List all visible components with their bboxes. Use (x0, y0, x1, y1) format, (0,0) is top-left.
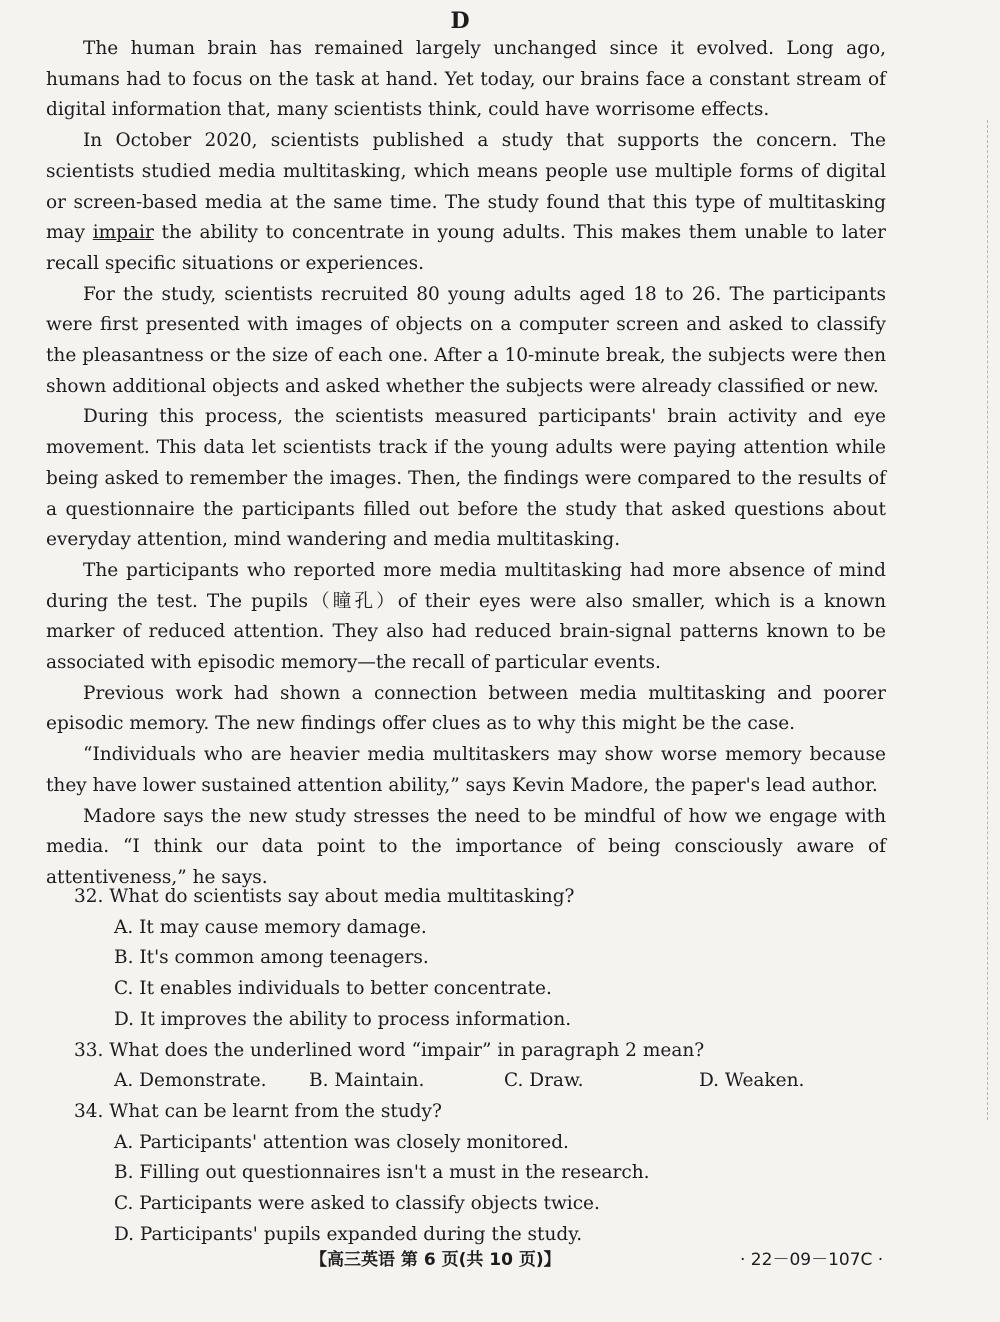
paragraph-2-rest: the ability to concentrate in young adults. This makes them unable to later recall specific situations or experiences. (46, 222, 887, 274)
paragraph-2 (46, 126, 886, 280)
passage-heading: D (450, 8, 470, 34)
reading-passage (46, 34, 886, 894)
option-a[interactable]: A. It may cause memory damage. (114, 916, 427, 938)
option-b[interactable]: B. Filling out questionnaires isn't a must in the research. (114, 1162, 650, 1184)
exam-code: · 22－09－107C · (740, 1250, 884, 1270)
option-b[interactable]: B. It's common among teenagers. (114, 947, 429, 969)
option-d[interactable]: D. It improves the ability to process information. (114, 1008, 572, 1030)
paragraph-6: Previous work had shown a connection between media multitasking and poorer episodic memory. The new findings offer clues as to why this might be the case. (46, 682, 886, 735)
option-b[interactable]: B. Maintain. (309, 1070, 425, 1092)
underlined-word: impair (92, 222, 154, 244)
question-32 (74, 882, 894, 1036)
option-c[interactable]: C. Draw. (504, 1070, 584, 1092)
paragraph-4: During this process, the scientists measured participants' brain activity and eye movement. This data let scientists track if the young adults were paying attention while being asked to remember the images. Then, the findings were compared to the results of a questionnaire the participants filled out before the study that asked questions about everyday attention, mind wandering and media multitasking. (46, 406, 886, 551)
question-33 (74, 1036, 894, 1097)
paragraph-7: “Individuals who are heavier media multitaskers may show worse memory because they have lower sustained attention ability,” says Kevin Madore, the paper's lead author. (46, 744, 886, 796)
page-edge-divider (987, 120, 1000, 1120)
paragraph-2-text: In October 2020, scientists published a study that supports the concern. The scientists studied media multitasking, which means people use multiple forms of digital or screen-based media at the same time. The study found that this type of multitasking may (46, 130, 886, 244)
option-d[interactable]: D. Weaken. (699, 1070, 805, 1092)
question-stem: 33. What does the underlined word “impair” in paragraph 2 mean? (74, 1039, 705, 1061)
question-34 (74, 1097, 894, 1251)
option-d[interactable]: D. Participants' pupils expanded during the study. (114, 1223, 583, 1245)
paragraph-8: Madore says the new study stresses the need to be mindful of how we engage with media. “I think our data point to the importance of being consciously aware of attentiveness,” he says. (46, 805, 886, 888)
page-footer (0, 1245, 1000, 1275)
option-c[interactable]: C. Participants were asked to classify objects twice. (114, 1193, 600, 1215)
option-a[interactable]: A. Demonstrate. (114, 1070, 267, 1092)
option-row (114, 1066, 894, 1097)
question-stem: 32. What do scientists say about media multitasking? (74, 886, 575, 907)
question-stem: 34. What can be learnt from the study? (74, 1100, 442, 1122)
paragraph-1: The human brain has remained largely unchanged since it evolved. Long ago, humans had to focus on the task at hand. Yet today, our brains face a constant stream of digital information that, many scientists think, could have worrisome effects. (46, 38, 886, 121)
paragraph-3: For the study, scientists recruited 80 young adults aged 18 to 26. The participants were first presented with images of objects on a computer screen and asked to classify the pleasantness or the size of each one. After a 10-minute break, the subjects were then shown additional objects and asked whether the subjects were already classified or new. (46, 283, 886, 397)
option-c[interactable]: C. It enables individuals to better concentrate. (114, 978, 552, 1000)
question-list (74, 882, 894, 1250)
page-number-label: 【高三英语 第 6 页(共 10 页)】 (310, 1250, 561, 1270)
paragraph-5: The participants who reported more media multitasking had more absence of mind during the test. The pupils（瞳孔）of their eyes were also smaller, which is a known marker of reduced attention. They also had reduced brain-signal patterns known to be associated with episodic memory—the recall of particular events. (46, 559, 886, 674)
option-a[interactable]: A. Participants' attention was closely monitored. (114, 1131, 569, 1153)
